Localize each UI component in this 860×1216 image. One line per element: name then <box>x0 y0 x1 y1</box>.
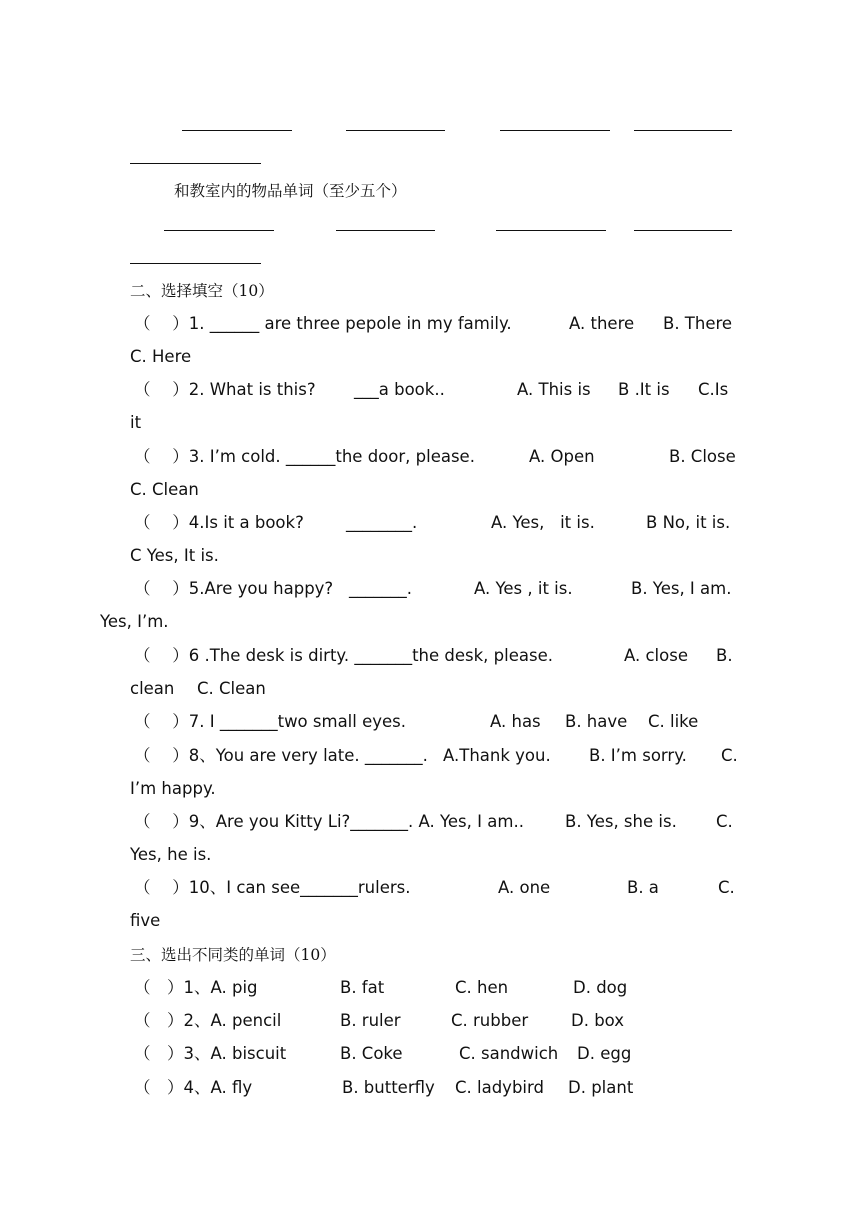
option-d[interactable]: D. dog <box>573 978 628 997</box>
option-a[interactable]: A. there <box>569 314 635 333</box>
option-a[interactable]: A. one <box>498 878 551 897</box>
option-c[interactable]: C. like <box>648 712 699 731</box>
answer-blank[interactable] <box>130 263 261 264</box>
option-b[interactable]: B. ruler <box>340 1011 401 1030</box>
option-c[interactable]: C. Here <box>130 347 192 366</box>
option-c[interactable]: C. Clean <box>130 480 199 499</box>
option-b[interactable]: B. <box>716 646 733 665</box>
option-c[interactable]: C Yes, It is. <box>130 546 219 565</box>
instruction-classroom-items: 和教室内的物品单词（至少五个） <box>174 182 407 200</box>
option-b-continued: clean <box>130 679 175 698</box>
question-stem: （ ）9、Are you Kitty Li?_______. A. Yes, I am.. <box>134 812 524 831</box>
option-c[interactable]: C. hen <box>455 978 509 997</box>
answer-gap: ___a book.. <box>354 380 445 399</box>
answer-blank[interactable] <box>336 230 435 231</box>
question-stem: （ ）2、A. pencil <box>134 1011 282 1030</box>
option-b[interactable]: B. Coke <box>340 1044 403 1063</box>
option-c[interactable]: C. rubber <box>451 1011 529 1030</box>
option-c[interactable]: C. Clean <box>197 679 266 698</box>
answer-gap: _______. <box>349 579 412 598</box>
option-d[interactable]: D. plant <box>568 1078 634 1097</box>
option-c[interactable]: C. <box>718 878 735 897</box>
section-heading-multiple-choice: 二、选择填空（10） <box>130 282 274 300</box>
answer-blank[interactable] <box>500 130 610 131</box>
question-stem: （ ）1、A. pig <box>134 978 258 997</box>
question-stem: （ ）8、You are very late. _______. <box>134 746 428 765</box>
option-c[interactable]: C. <box>721 746 738 765</box>
option-d[interactable]: D. egg <box>577 1044 632 1063</box>
question-stem: （ ）2. What is this? <box>134 380 316 399</box>
answer-gap: ________. <box>346 513 418 532</box>
option-b[interactable]: B. Yes, she is. <box>565 812 677 831</box>
question-stem: （ ）7. I _______two small eyes. <box>134 712 407 731</box>
option-b[interactable]: B. I’m sorry. <box>589 746 687 765</box>
option-a[interactable]: A. Yes , it is. <box>474 579 573 598</box>
answer-blank[interactable] <box>182 130 292 131</box>
option-b[interactable]: B .It is <box>618 380 670 399</box>
option-c[interactable]: C. sandwich <box>459 1044 559 1063</box>
option-b[interactable]: B No, it is. <box>646 513 731 532</box>
option-a[interactable]: A.Thank you. <box>443 746 551 765</box>
option-b[interactable]: B. There <box>663 314 733 333</box>
answer-blank[interactable] <box>634 130 732 131</box>
answer-blank[interactable] <box>346 130 445 131</box>
question-stem: （ ）3、A. biscuit <box>134 1044 287 1063</box>
option-b[interactable]: B. Close <box>669 447 736 466</box>
question-stem: （ ）4、A. fly <box>134 1078 253 1097</box>
question-stem: （ ）3. I’m cold. ______the door, please. <box>134 447 475 466</box>
option-a[interactable]: A. Open <box>529 447 595 466</box>
option-a[interactable]: A. has <box>490 712 541 731</box>
answer-blank[interactable] <box>164 230 274 231</box>
answer-blank[interactable] <box>634 230 732 231</box>
option-b[interactable]: B. fat <box>340 978 385 997</box>
question-stem: （ ）10、I can see_______rulers. <box>134 878 411 897</box>
question-stem: （ ）6 .The desk is dirty. _______the desk, please. <box>134 646 553 665</box>
option-a[interactable]: A. Yes, it is. <box>491 513 595 532</box>
option-c[interactable]: Yes, I’m. <box>100 612 169 631</box>
option-c-continued: five <box>130 911 161 930</box>
option-c[interactable]: C.Is <box>698 380 729 399</box>
option-d[interactable]: D. box <box>571 1011 625 1030</box>
section-heading-odd-one-out: 三、选出不同类的单词（10） <box>130 946 336 964</box>
question-stem: （ ）1. ______ are three pepole in my family. <box>134 314 512 333</box>
question-stem: （ ）5.Are you happy? <box>134 579 334 598</box>
option-c-continued: it <box>130 413 142 432</box>
option-c-continued: Yes, he is. <box>130 845 212 864</box>
answer-blank[interactable] <box>130 163 261 164</box>
option-a[interactable]: A. This is <box>517 380 591 399</box>
option-c[interactable]: C. ladybird <box>455 1078 544 1097</box>
answer-blank[interactable] <box>496 230 606 231</box>
option-b[interactable]: B. butterfly <box>342 1078 435 1097</box>
option-b[interactable]: B. have <box>565 712 628 731</box>
option-c-continued: I’m happy. <box>130 779 216 798</box>
option-c[interactable]: C. <box>716 812 733 831</box>
option-b[interactable]: B. Yes, I am. <box>631 579 732 598</box>
option-a[interactable]: A. close <box>624 646 688 665</box>
question-stem: （ ）4.Is it a book? <box>134 513 304 532</box>
option-b[interactable]: B. a <box>627 878 659 897</box>
